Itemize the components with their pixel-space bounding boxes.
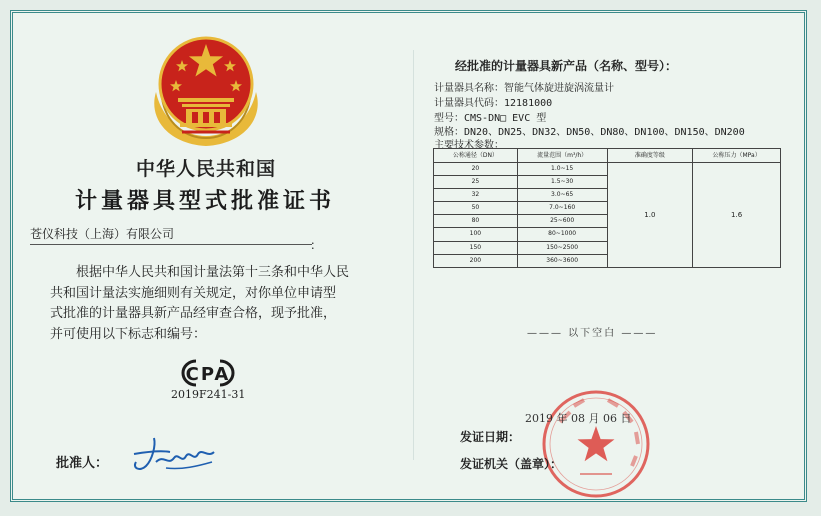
header-flow-range: 流量范围（m³/h） [517, 149, 607, 163]
params-label: 主要技术参数： [434, 140, 504, 151]
column-divider [413, 50, 414, 460]
nominal-diameter-cell: 50 [434, 202, 518, 215]
product-heading: 经批准的计量器具新产品（名称、型号）： [455, 59, 678, 73]
flow-range-cell: 1.0~15 [517, 163, 607, 176]
flow-range-cell: 1.5~30 [517, 176, 607, 189]
nominal-diameter-cell: 20 [434, 163, 518, 176]
flow-range-cell: 360~3600 [517, 254, 607, 267]
official-seal-icon [540, 388, 652, 500]
company-name: 苍仪科技（上海）有限公司 [30, 227, 175, 241]
header-nominal-pressure: 公称压力（MPa） [693, 149, 781, 163]
product-code-value: 12181000 [504, 98, 553, 109]
product-model-label: 型号： [434, 113, 464, 124]
header-accuracy-class: 准确度等级 [607, 149, 693, 163]
flow-range-cell: 3.0~65 [517, 189, 607, 202]
issue-date-label: 发证日期： [460, 430, 521, 444]
statement-line: 并可使用以下标志和编号： [50, 326, 207, 342]
approval-statement [50, 263, 385, 345]
product-spec-label: 规格： [434, 127, 464, 138]
flow-range-cell: 7.0~160 [517, 202, 607, 215]
product-name-label: 计量器具名称： [434, 83, 504, 94]
product-name-row [434, 79, 614, 94]
issuing-authority-label: 发证机关（盖章）： [460, 457, 563, 471]
nominal-diameter-cell: 25 [434, 176, 518, 189]
statement-line: 共和国计量法实施细则有关规定，对你单位申请型 [50, 285, 337, 301]
spec-table-row [434, 163, 781, 176]
spec-table-header-row [434, 149, 781, 163]
accuracy-class-cell: 1.0 [607, 163, 693, 268]
approver-label: 批准人： [56, 456, 109, 471]
nominal-diameter-cell: 32 [434, 189, 518, 202]
flow-range-cell: 25~600 [517, 215, 607, 228]
nominal-pressure-cell: 1.6 [693, 163, 781, 268]
flow-range-cell: 150~2500 [517, 241, 607, 254]
statement-line: 根据中华人民共和国计量法第十三条和中华人民 [76, 265, 350, 280]
product-code-label: 计量器具代码： [434, 98, 504, 109]
company-underline [30, 244, 312, 245]
product-model-value: CMS-DN□ EVC 型 [464, 113, 547, 124]
country-name: 中华人民共和国 [135, 158, 276, 180]
cpa-mark-text: CPA [185, 364, 231, 385]
national-emblem-icon [142, 28, 270, 150]
issue-date: 2019 年 08 月 06 日 [525, 412, 632, 425]
nominal-diameter-cell: 150 [434, 241, 518, 254]
signature-icon [126, 432, 218, 476]
product-name-value: 智能气体旋进旋涡流量计 [504, 83, 614, 94]
statement-line: 式批准的计量器具新产品经审查合格，现予批准， [50, 306, 337, 321]
spec-table [433, 148, 781, 268]
nominal-diameter-cell: 200 [434, 254, 518, 267]
company-colon: ： [310, 238, 323, 252]
blank-below-marker: ——— 以下空白 ——— [527, 328, 658, 339]
product-spec-value: DN20、DN25、DN32、DN50、DN80、DN100、DN150、DN200 [464, 127, 745, 138]
nominal-diameter-cell: 80 [434, 215, 518, 228]
flow-range-cell: 80~1000 [517, 228, 607, 241]
nominal-diameter-cell: 100 [434, 228, 518, 241]
certificate-title: 计量器具型式批准证书 [74, 188, 335, 214]
product-code-row [434, 94, 552, 109]
cpa-number: 2019F241-31 [171, 388, 246, 401]
header-nominal-diameter: 公称通径（DN） [434, 149, 518, 163]
product-model-row [434, 109, 546, 124]
cpa-mark-icon [176, 358, 240, 388]
